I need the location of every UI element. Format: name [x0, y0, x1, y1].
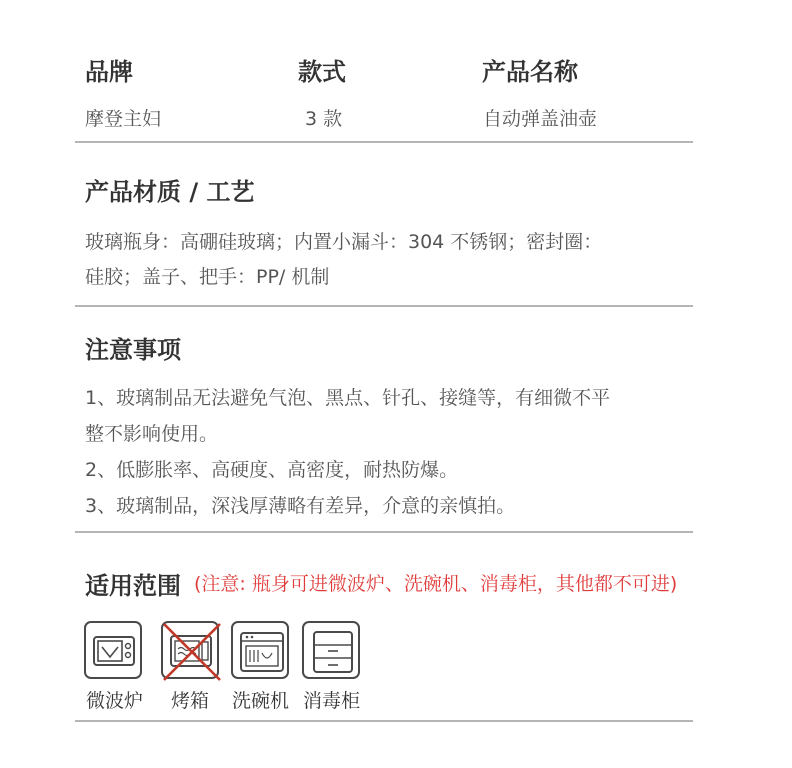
dishwasher-label: 洗碗机	[232, 690, 290, 712]
note-item-1-line-1: 1、玻璃制品无法避免气泡、黑点、针孔、接缝等，有细微不平	[85, 387, 611, 409]
notes-title: 注意事项	[85, 336, 181, 364]
dishwasher-icon	[231, 621, 289, 679]
usage-title: 适用范围	[85, 572, 181, 600]
product-name-value: 自动弹盖油壶	[483, 108, 598, 130]
material-title: 产品材质 / 工艺	[85, 178, 255, 206]
microwave-icon	[84, 621, 142, 679]
note-item-1-line-2: 整不影响使用。	[85, 423, 219, 445]
product-name-label: 产品名称	[482, 58, 578, 86]
note-item-3: 3、玻璃制品，深浅厚薄略有差异，介意的亲慎拍。	[85, 495, 516, 517]
brand-value: 摩登主妇	[85, 108, 162, 130]
material-line-1: 玻璃瓶身：高硼硅玻璃；内置小漏斗：304 不锈钢；密封圈：	[85, 231, 603, 253]
brand-label: 品牌	[85, 58, 133, 86]
oven-label: 烤箱	[171, 690, 210, 712]
sterilizer-cabinet-label: 消毒柜	[303, 690, 361, 712]
microwave-label: 微波炉	[86, 690, 144, 712]
note-item-2: 2、低膨胀率、高硬度、高密度，耐热防爆。	[85, 459, 459, 481]
material-line-2: 硅胶；盖子、把手：PP/ 机制	[85, 266, 330, 288]
divider	[75, 720, 693, 722]
divider	[75, 305, 693, 307]
usage-warning: (注意: 瓶身可进微波炉、洗碗机、消毒柜，其他都不可进)	[194, 573, 678, 595]
style-label: 款式	[298, 58, 346, 86]
divider	[75, 141, 693, 143]
oven-icon	[161, 621, 219, 679]
style-value: 3 款	[305, 108, 343, 130]
sterilizer-cabinet-icon	[302, 621, 360, 679]
divider	[75, 531, 693, 533]
